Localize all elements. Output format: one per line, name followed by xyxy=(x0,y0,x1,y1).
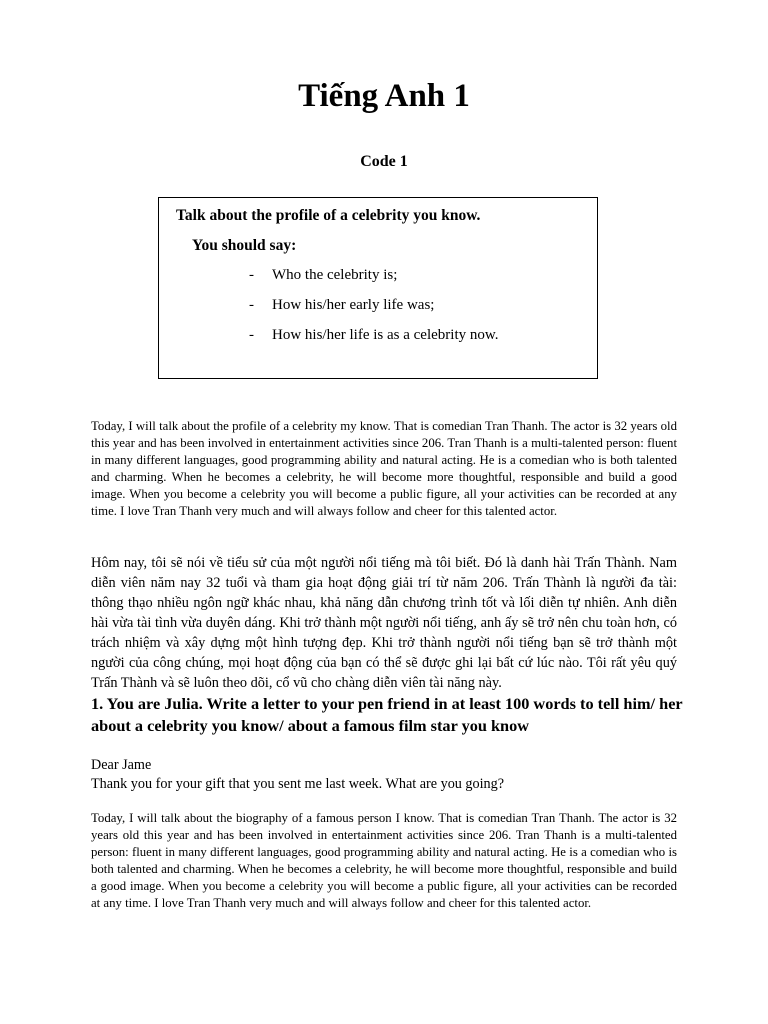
prompt-bullet-text: Who the celebrity is; xyxy=(272,267,398,283)
paragraph-english-2: Today, I will talk about the biography of a famous person I know. That is comedian Tran Thanh. The actor is 32 years old this year and has been involved in entertainment activities since 206. Tran Thanh is a multi-talented person: fluent in many different languages, good programming ability and natural acting. He is a comedian who is both talented and charming. When he becomes a celebrity, he will become more thoughtful, responsible and build a good image. When you become a celebrity you will become a public figure, all your activities can be recorded at any time. I love Tran Thanh very much and will always follow and cheer for this talented actor. xyxy=(91,811,677,911)
paragraph-vietnamese: Hôm nay, tôi sẽ nói về tiểu sử của một người nổi tiếng mà tôi biết. Đó là danh hài Trấn Thành. Nam diễn viên năm nay 32 tuổi và tham gia hoạt động giải trí từ năm 206. Trấn Thành là người đa tài: thông thạo nhiều ngôn ngữ khác nhau, khả năng dẫn chương trình tốt và lối diễn tự nhiên. Anh diễn hài vừa tài tình vừa duyên dáng. Khi trở thành một người nổi tiếng, anh ấy sẽ trở nên chu toàn hơn, có trách nhiệm và xây dựng một hình tượng đẹp. Khi trở thành người nổi tiếng bạn sẽ trở thành một người của công chúng, mọi hoạt động của bạn có thể sẽ được ghi lại bất cứ lúc nào. Tôi rất yêu quý Trấn Thành và sẽ luôn theo dõi, cổ vũ cho chàng diễn viên tài năng này. xyxy=(91,555,677,691)
letter-opening: Thank you for your gift that you sent me last week. What are you going? xyxy=(91,776,505,792)
prompt-bullet-text: How his/her life is as a celebrity now. xyxy=(272,327,499,343)
letter-greeting: Dear Jame xyxy=(91,757,152,773)
prompt-box xyxy=(158,197,598,379)
page-title: Tiếng Anh 1 xyxy=(298,78,470,114)
paragraph-english-1: Today, I will talk about the profile of a celebrity my know. That is comedian Tran Thanh. The actor is 32 years old this year and has been involved in entertainment activities since 206. Tran Thanh is a multi-talented person: fluent in many different languages, good programming ability and natural acting. He is a comedian who is both talented and charming. When he becomes a celebrity, he will become more thoughtful, responsible and build a good image. When you become a celebrity you will become a public figure, all your activities can be recorded at any time. I love Tran Thanh very much and will always follow and cheer for this talented actor. xyxy=(91,419,677,519)
section-heading-1: 1. You are Julia. Write a letter to your pen friend in at least 100 words to tell him/ her about a celebrity you know/ about a famous film star you know xyxy=(91,694,683,735)
prompt-should-say: You should say: xyxy=(192,237,297,254)
prompt-heading: Talk about the profile of a celebrity you know. xyxy=(176,207,481,224)
code-label: Code 1 xyxy=(360,153,408,170)
prompt-bullet: - How his/her life is as a celebrity now. xyxy=(249,327,499,343)
prompt-bullet-text: How his/her early life was; xyxy=(272,297,435,313)
prompt-bullet: - Who the celebrity is; xyxy=(249,267,398,283)
prompt-bullet: - How his/her early life was; xyxy=(249,297,435,313)
